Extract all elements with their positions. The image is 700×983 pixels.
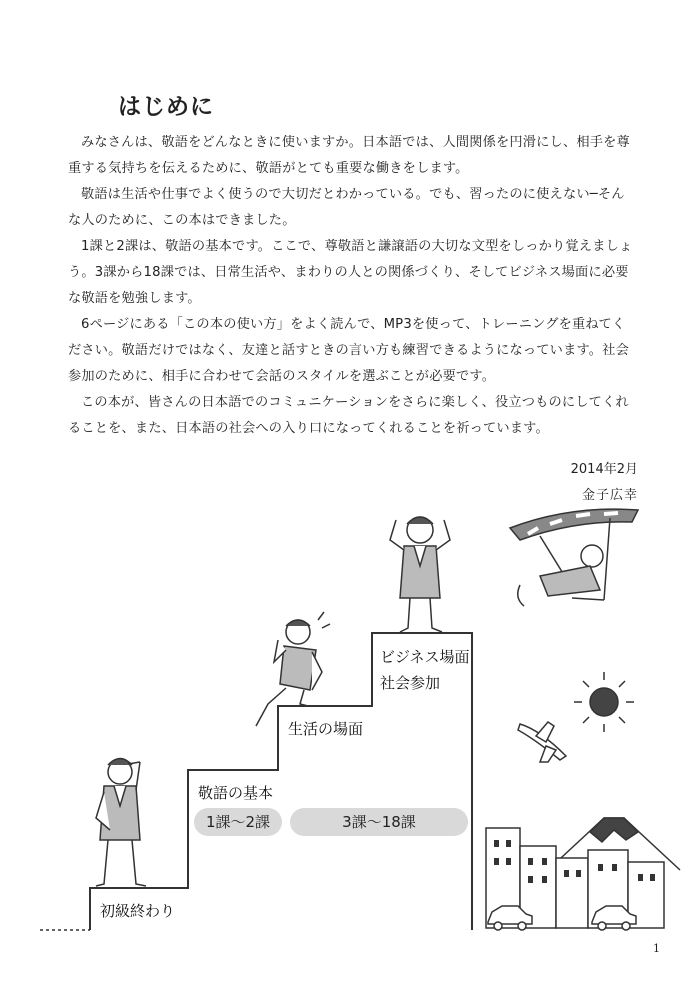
date: 2014年2月 — [570, 462, 638, 477]
page-title: はじめに — [118, 94, 214, 120]
page-number: 1 — [653, 942, 660, 955]
businessman-climbing-icon — [256, 612, 330, 726]
author-name: 金子広幸 — [581, 488, 638, 503]
lesson-range-pill-1-2: 1課～2課 — [194, 808, 282, 836]
businessman-looking-icon — [96, 759, 146, 887]
hang-glider-icon — [510, 509, 638, 606]
step-label-beginner-end: 初級終わり — [100, 902, 176, 920]
lesson-range-pill-3-18: 3課～18課 — [290, 808, 468, 836]
paragraph-4: 6ページにある「この本の使い方」をよく読んで、MP3を使って、トレーニングを重ねてください。敬語だけではなく、友達と話すときの言い方も練習できるようになっています。社会参加のために、相手に合わせて会話のスタイルを選ぶことが必要です。 — [68, 317, 629, 384]
businessman-cheering-icon — [390, 517, 450, 632]
step-label-business: ビジネス場面 — [380, 648, 470, 666]
step-label-daily-life: 生活の場面 — [288, 720, 364, 738]
step-label-keigo-basics: 敬語の基本 — [198, 784, 274, 802]
paragraph-1: みなさんは、敬語をどんなときに使いますか。日本語では、人間関係を円滑にし、相手を尊重する気持ちを伝えるために、敬語がとても重要な働きをします。 — [68, 135, 630, 176]
paragraph-2: 敬語は生活や仕事でよく使うので大切だとわかっている。でも、習ったのに使えない─そんな人のために、この本はできました。 — [68, 187, 625, 228]
paragraph-3: 1課と2課は、敬語の基本です。ここで、尊敬語と謙譲語の大切な文型をしっかり覚えましょう。3課から18課では、日常生活や、まわりの人との関係づくり、そしてビジネス場面に必要な敬語を勉強します。 — [68, 239, 633, 306]
step-label-social: 社会参加 — [380, 674, 441, 692]
sun-icon — [574, 672, 634, 732]
airplane-icon — [518, 722, 566, 762]
paragraph-5: この本が、皆さんの日本語でのコミュニケーションをさらに楽しく、役立つものにしてくれることを、また、日本語の社会への入り口になってくれることを祈っています。 — [68, 395, 629, 436]
